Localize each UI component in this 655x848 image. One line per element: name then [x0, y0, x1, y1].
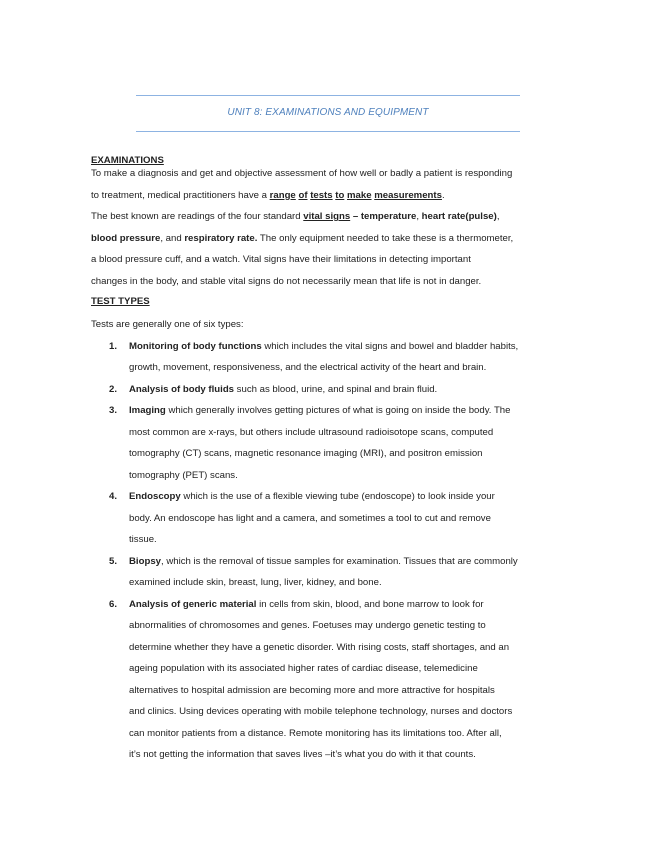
text-span: The best known are readings of the four standard — [91, 211, 304, 222]
list-item-title: Biopsy — [129, 555, 161, 567]
text-span: which includes the vital signs and bowel and bladder habits, — [261, 340, 519, 352]
header-top-rule — [136, 95, 520, 96]
text-span: in cells from skin, blood, and bone marrow to look for — [256, 598, 484, 610]
list-item-line — [109, 382, 576, 404]
list-number: 6. — [109, 598, 118, 610]
paragraph-line: changes in the body, and stable vital signs do not necessarily mean that life is not in danger. — [91, 275, 482, 287]
text-span: The only equipment needed to take these is a thermometer, — [257, 232, 514, 244]
text-span: , and — [160, 232, 185, 244]
list-item-title: Analysis of body fluids — [129, 383, 235, 395]
page-title: UNIT 8: EXAMINATIONS AND EQUIPMENT — [227, 107, 429, 118]
list-item-line — [109, 339, 576, 361]
emphasis-word: vital signs — [303, 211, 351, 222]
list-item-continuation: abnormalities of chromosomes and genes. Foetuses may undergo genetic testing to — [129, 620, 486, 631]
document-body — [91, 154, 576, 769]
text-span: , — [496, 211, 500, 222]
list-item — [91, 382, 576, 404]
text-span: to treatment, medical practitioners have a — [91, 189, 270, 201]
text-span: such as blood, urine, and spinal and brain fluid. — [234, 383, 438, 395]
list-item-continuation: it’s not getting the information that saves lives –it’s what you do with it that counts. — [129, 749, 476, 760]
paragraph-line — [91, 188, 576, 210]
list-item — [91, 554, 576, 597]
list-item-continuation: growth, movement, responsiveness, and the electrical activity of the heart and brain. — [129, 362, 487, 373]
list-item-continuation: and clinics. Using devices operating with mobile telephone technology, nurses and doctors — [129, 706, 513, 717]
text-span: , which is the removal of tissue samples for examination. Tissues that are commonly — [161, 555, 518, 567]
list-number: 5. — [109, 555, 118, 567]
header-bottom-rule — [136, 131, 520, 132]
list-item — [91, 489, 576, 554]
list-number: 4. — [109, 491, 118, 502]
list-item — [91, 597, 576, 769]
emphasis-word: make — [347, 189, 372, 201]
list-item-line — [109, 489, 576, 511]
text-span: which generally involves getting pictures of what is going on inside the body. The — [165, 405, 511, 416]
paragraph-line: a blood pressure cuff, and a watch. Vital signs have their limitations in detecting important — [91, 254, 471, 265]
emphasis-word: of — [298, 189, 308, 201]
list-item — [91, 403, 576, 489]
text-span: which is the use of a flexible viewing tube (endoscope) to look inside your — [180, 491, 495, 502]
list-item-title: Endoscopy — [129, 491, 181, 502]
list-item-continuation: tomography (CT) scans, magnetic resonance imaging (MRI), and positron emission — [129, 448, 483, 459]
list-item-line — [109, 554, 576, 576]
test-types-intro: Tests are generally one of six types: — [91, 319, 244, 330]
list-number: 1. — [109, 340, 118, 352]
list-item-title: Analysis of generic material — [129, 598, 257, 610]
test-types-heading: TEST TYPES — [91, 296, 150, 307]
list-item-continuation: most common are x-rays, but others include ultrasound radioisotope scans, computed — [129, 426, 494, 438]
paragraph-line: To make a diagnosis and get and objective assessment of how well or badly a patient is responding — [91, 168, 513, 179]
list-number: 3. — [109, 405, 118, 416]
list-item-continuation: body. An endoscope has light and a camera, and sometimes a tool to cut and remove — [129, 512, 491, 524]
paragraph-line — [91, 231, 576, 253]
list-item-continuation: examined include skin, breast, lung, liver, kidney, and bone. — [129, 577, 382, 588]
list-item-title: Imaging — [129, 405, 166, 416]
list-item-line — [109, 403, 576, 425]
test-types-list — [91, 339, 576, 769]
emphasis-word: respiratory rate. — [184, 232, 258, 244]
emphasis-word: to — [335, 189, 345, 201]
emphasis-word: blood pressure — [91, 232, 161, 244]
list-item-title: Monitoring of body functions — [129, 340, 262, 352]
paragraph-line — [91, 209, 576, 231]
list-number: 2. — [109, 383, 118, 395]
text-span: , — [416, 211, 422, 222]
examinations-heading: EXAMINATIONS — [91, 155, 164, 166]
text-span: . — [441, 189, 445, 201]
list-item-continuation: tissue. — [129, 534, 157, 545]
emphasis-word: range — [269, 189, 296, 201]
list-item — [91, 339, 576, 382]
emphasis-word: heart rate(pulse) — [421, 211, 497, 222]
list-item-continuation: ageing population with its associated higher rates of cardiac disease, telemedicine — [129, 663, 478, 674]
emphasis-word: temperature — [360, 211, 417, 222]
list-item-continuation: tomography (PET) scans. — [129, 469, 238, 481]
list-item-continuation: determine whether they have a genetic disorder. With rising costs, staff shortages, and an — [129, 641, 510, 653]
text-span: – — [350, 211, 361, 222]
list-item-continuation: alternatives to hospital admission are becoming more and more attractive for hospitals — [129, 684, 495, 696]
emphasis-word: measurements — [374, 189, 442, 201]
list-item-continuation: can monitor patients from a distance. Remote monitoring has its limitations too. After all, — [129, 727, 502, 739]
emphasis-word: tests — [310, 189, 333, 201]
list-item-line — [109, 597, 576, 619]
